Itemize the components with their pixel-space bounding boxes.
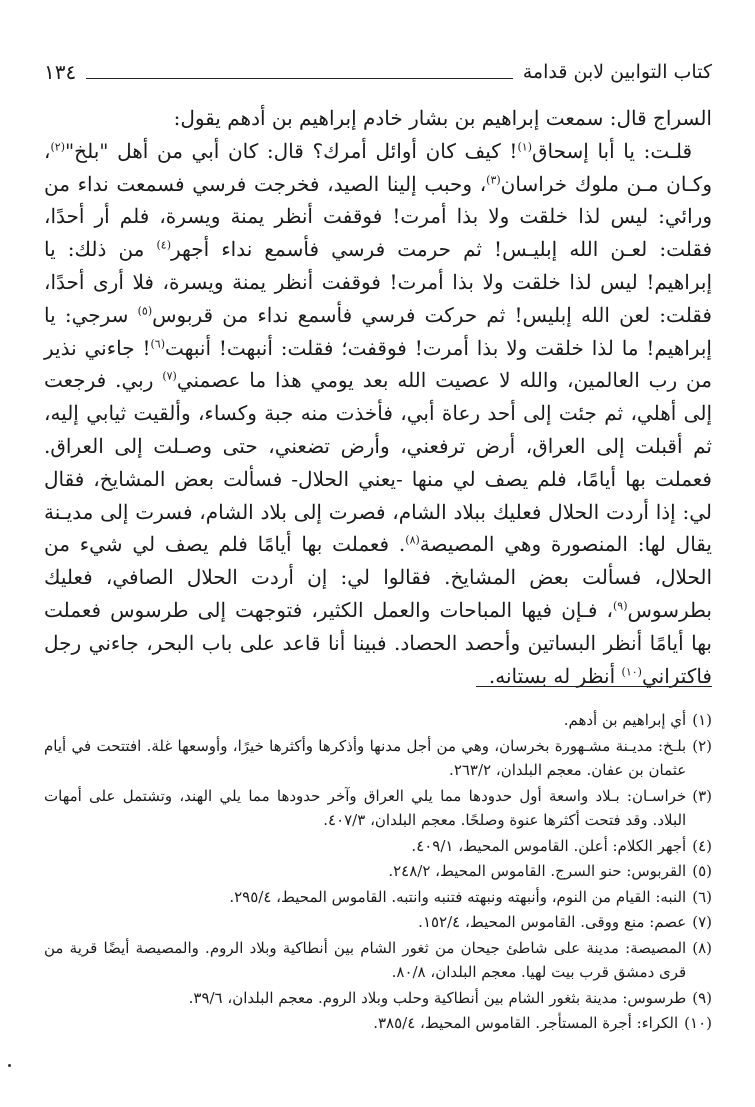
page-number: ١٣٤ — [44, 60, 77, 84]
footnote-text: أجهر الكلام: أعلن. القاموس المحيط، ٤٠٩/١. — [411, 836, 687, 855]
footnote-number: (٣) — [692, 786, 712, 805]
text-run: سرجي: يا إبراهيم! ما لذا خلقت ولا بذا أمرت! فوقفت؛ فقلت: أنبهت! أنبهت — [44, 302, 712, 360]
footnote-ref: (٩) — [612, 599, 628, 613]
footnote-ref: (٧) — [162, 369, 177, 383]
text-run: ، فـإن فيها المباحات والعمل الكثير، فتوجهت إلى طرسوس فعملت بها أيامًا أنظر البساتين وأحصد الحصاد. فبينا أنا قاعد على باب البحر، جاءني رجل فاكتراني — [44, 597, 712, 688]
footnote-number: (٧) — [692, 913, 712, 931]
footnote-number: (١٠) — [684, 1014, 712, 1032]
footnote-ref: (١٠) — [621, 664, 642, 678]
footnote-ref: (٢) — [50, 140, 65, 154]
book-page — [44, 52, 712, 1092]
footnote-ref: (٤) — [156, 238, 171, 252]
footnote-text: المصيصة: مدينة على شاطئ جيحان من ثغور الشام بين أنطاكية وبلاد الروم. والمصيصة أيضًا قرية من قرى دمشق قرب بيت لهيا. معجم البلدان، ٨٠/٨. — [44, 938, 687, 981]
footnote — [44, 1011, 712, 1036]
footnote-ref: (٥) — [137, 304, 153, 318]
text-run: قلـت: يا أبا إسحاق — [531, 138, 693, 163]
footnote-separator — [476, 686, 712, 687]
footnote-number: (٨) — [692, 938, 712, 957]
running-header — [44, 52, 712, 92]
footnote-text: خراسـان: بـلاد واسعة أول حدودها مما يلي العراق وآخر حدودها مما يلي الهند، وتشتمل على أمهات البلاد. وقد فتحت أكثرها عنوة وصلحًا. معجم البلدان، ٤٠٧/٣. — [44, 786, 687, 829]
footnote — [44, 936, 712, 985]
footnote-ref: (٨) — [405, 533, 420, 547]
page-speck — [8, 1064, 11, 1067]
main-text — [44, 102, 712, 692]
book-title: كتاب التوابين لابن قدامة — [522, 61, 712, 83]
text-run: من ذلك: يا إبراهيم! ليس لذا خلقت ولا بذا أمرت! فوقفت أنظر يمنة ويسرة، فلا أرى أحدًا، فقلت: لعن الله إبليس! ثم حركت فرسي فأسمع نداء من قربوس — [44, 237, 712, 327]
footnote-ref: (٦) — [150, 336, 166, 350]
text-run: السراج قال: سمعت إبراهيم بن بشار خادم إبراهيم بن أدهم يقول: — [173, 106, 712, 130]
footnote — [44, 784, 712, 833]
text-run: ربي. فرجعت إلى أهلي، ثم جئت إلى أحد رعاة أبي، فأخذت منه جبة وكساء، وألقيت ثيابي إليه، ثم أقبلت إلى العراق، أرض ترفعني، وأرض تضعني، حتى وصـلت إلى العراق. فعملت بها أيامًا، فلم يصف لي منها -يعني الحلال- فسألت بعض المشايخ، فقال لي: إذا أردت الحلال فعليك ببلاد الشام، فصرت إلى بلاد الشام، فسرت إلى مديـنة يقال لها: المنصورة وهي المصيصة — [44, 368, 712, 557]
footnote-number: (١) — [692, 711, 712, 729]
body-paragraph — [44, 135, 712, 693]
footnote — [44, 910, 712, 935]
footnote — [44, 986, 712, 1011]
footnote-number: (٤) — [692, 836, 712, 855]
footnote-text: القربوس: حنو السرج. القاموس المحيط، ٢٤٨/٢. — [388, 862, 687, 880]
footnote-ref: (٣) — [486, 172, 501, 186]
text-run: . فعملت بها أيامًا فلم يصف لي شيء من الحلال، فسألت بعض المشايخ. فقالوا لي: إن أردت الحلال الصافي، فعليك بطرسوس — [44, 532, 712, 622]
footnote-number: (٩) — [692, 988, 712, 1007]
text-run: أنظر له بستانه. — [488, 663, 622, 688]
text-run: ! جاءني نذير من رب العالمين، والله لا عصيت الله بعد يومي هذا ما عصمني — [44, 335, 712, 393]
footnote-text: الكراء: أجرة المستأجر. القاموس المحيط، ٣٨٥/٤. — [373, 1014, 679, 1032]
text-run: ، وحبب إلينا الصيد، فخرجت فرسي فسمعت نداء من ورائي: ليس لذا خلقت ولا بذا أمرت! فوقفت أنظر يمنة ويسرة، فلم أر أحدًا، فقلت: لعـن الله إبليـس! ثم حرمت فرسي فأسمع نداء أجهر — [44, 171, 712, 262]
footnote-number: (٢) — [692, 736, 712, 755]
footnote-ref: (١) — [517, 140, 532, 154]
footnote-text: طرسوس: مدينة بثغور الشام بين أنطاكية وحلب وبلاد الروم. معجم البلدان، ٣٩/٦. — [188, 988, 687, 1007]
footnote-text: أي إبراهيم بن أدهم. — [563, 711, 687, 729]
footnote — [44, 885, 712, 910]
footnote-text: عصم: منع ووقى. القاموس المحيط، ١٥٢/٤. — [418, 913, 687, 931]
footnotes — [44, 708, 712, 1037]
footnote-number: (٦) — [692, 887, 712, 906]
footnote-number: (٥) — [692, 862, 712, 880]
footnote — [44, 734, 712, 783]
footnote — [44, 834, 712, 859]
header-rule — [86, 78, 513, 79]
footnote — [44, 708, 712, 733]
text-run: ، وكـان مـن ملوك خراسان — [44, 138, 712, 196]
body-paragraph — [44, 102, 712, 135]
footnote-text: بلـخ: مديـنة مشـهورة بخرسان، وهي من أجل مدنها وأذكرها وأكثرها خيرًا، وأوسعها غلة. افتتحت في أيام عثمان بن عفان. معجم البلدان، ٢٦٣/٢. — [44, 736, 687, 779]
footnote-text: النبه: القيام من النوم، وأنبهته ونبهته فتنبه وانتبه. القاموس المحيط، ٢٩٥/٤. — [229, 887, 687, 906]
footnote — [44, 859, 712, 884]
text-run: ! كيف كان أوائل أمرك؟ قال: كان أبي من أهل "بلخ" — [64, 138, 518, 163]
